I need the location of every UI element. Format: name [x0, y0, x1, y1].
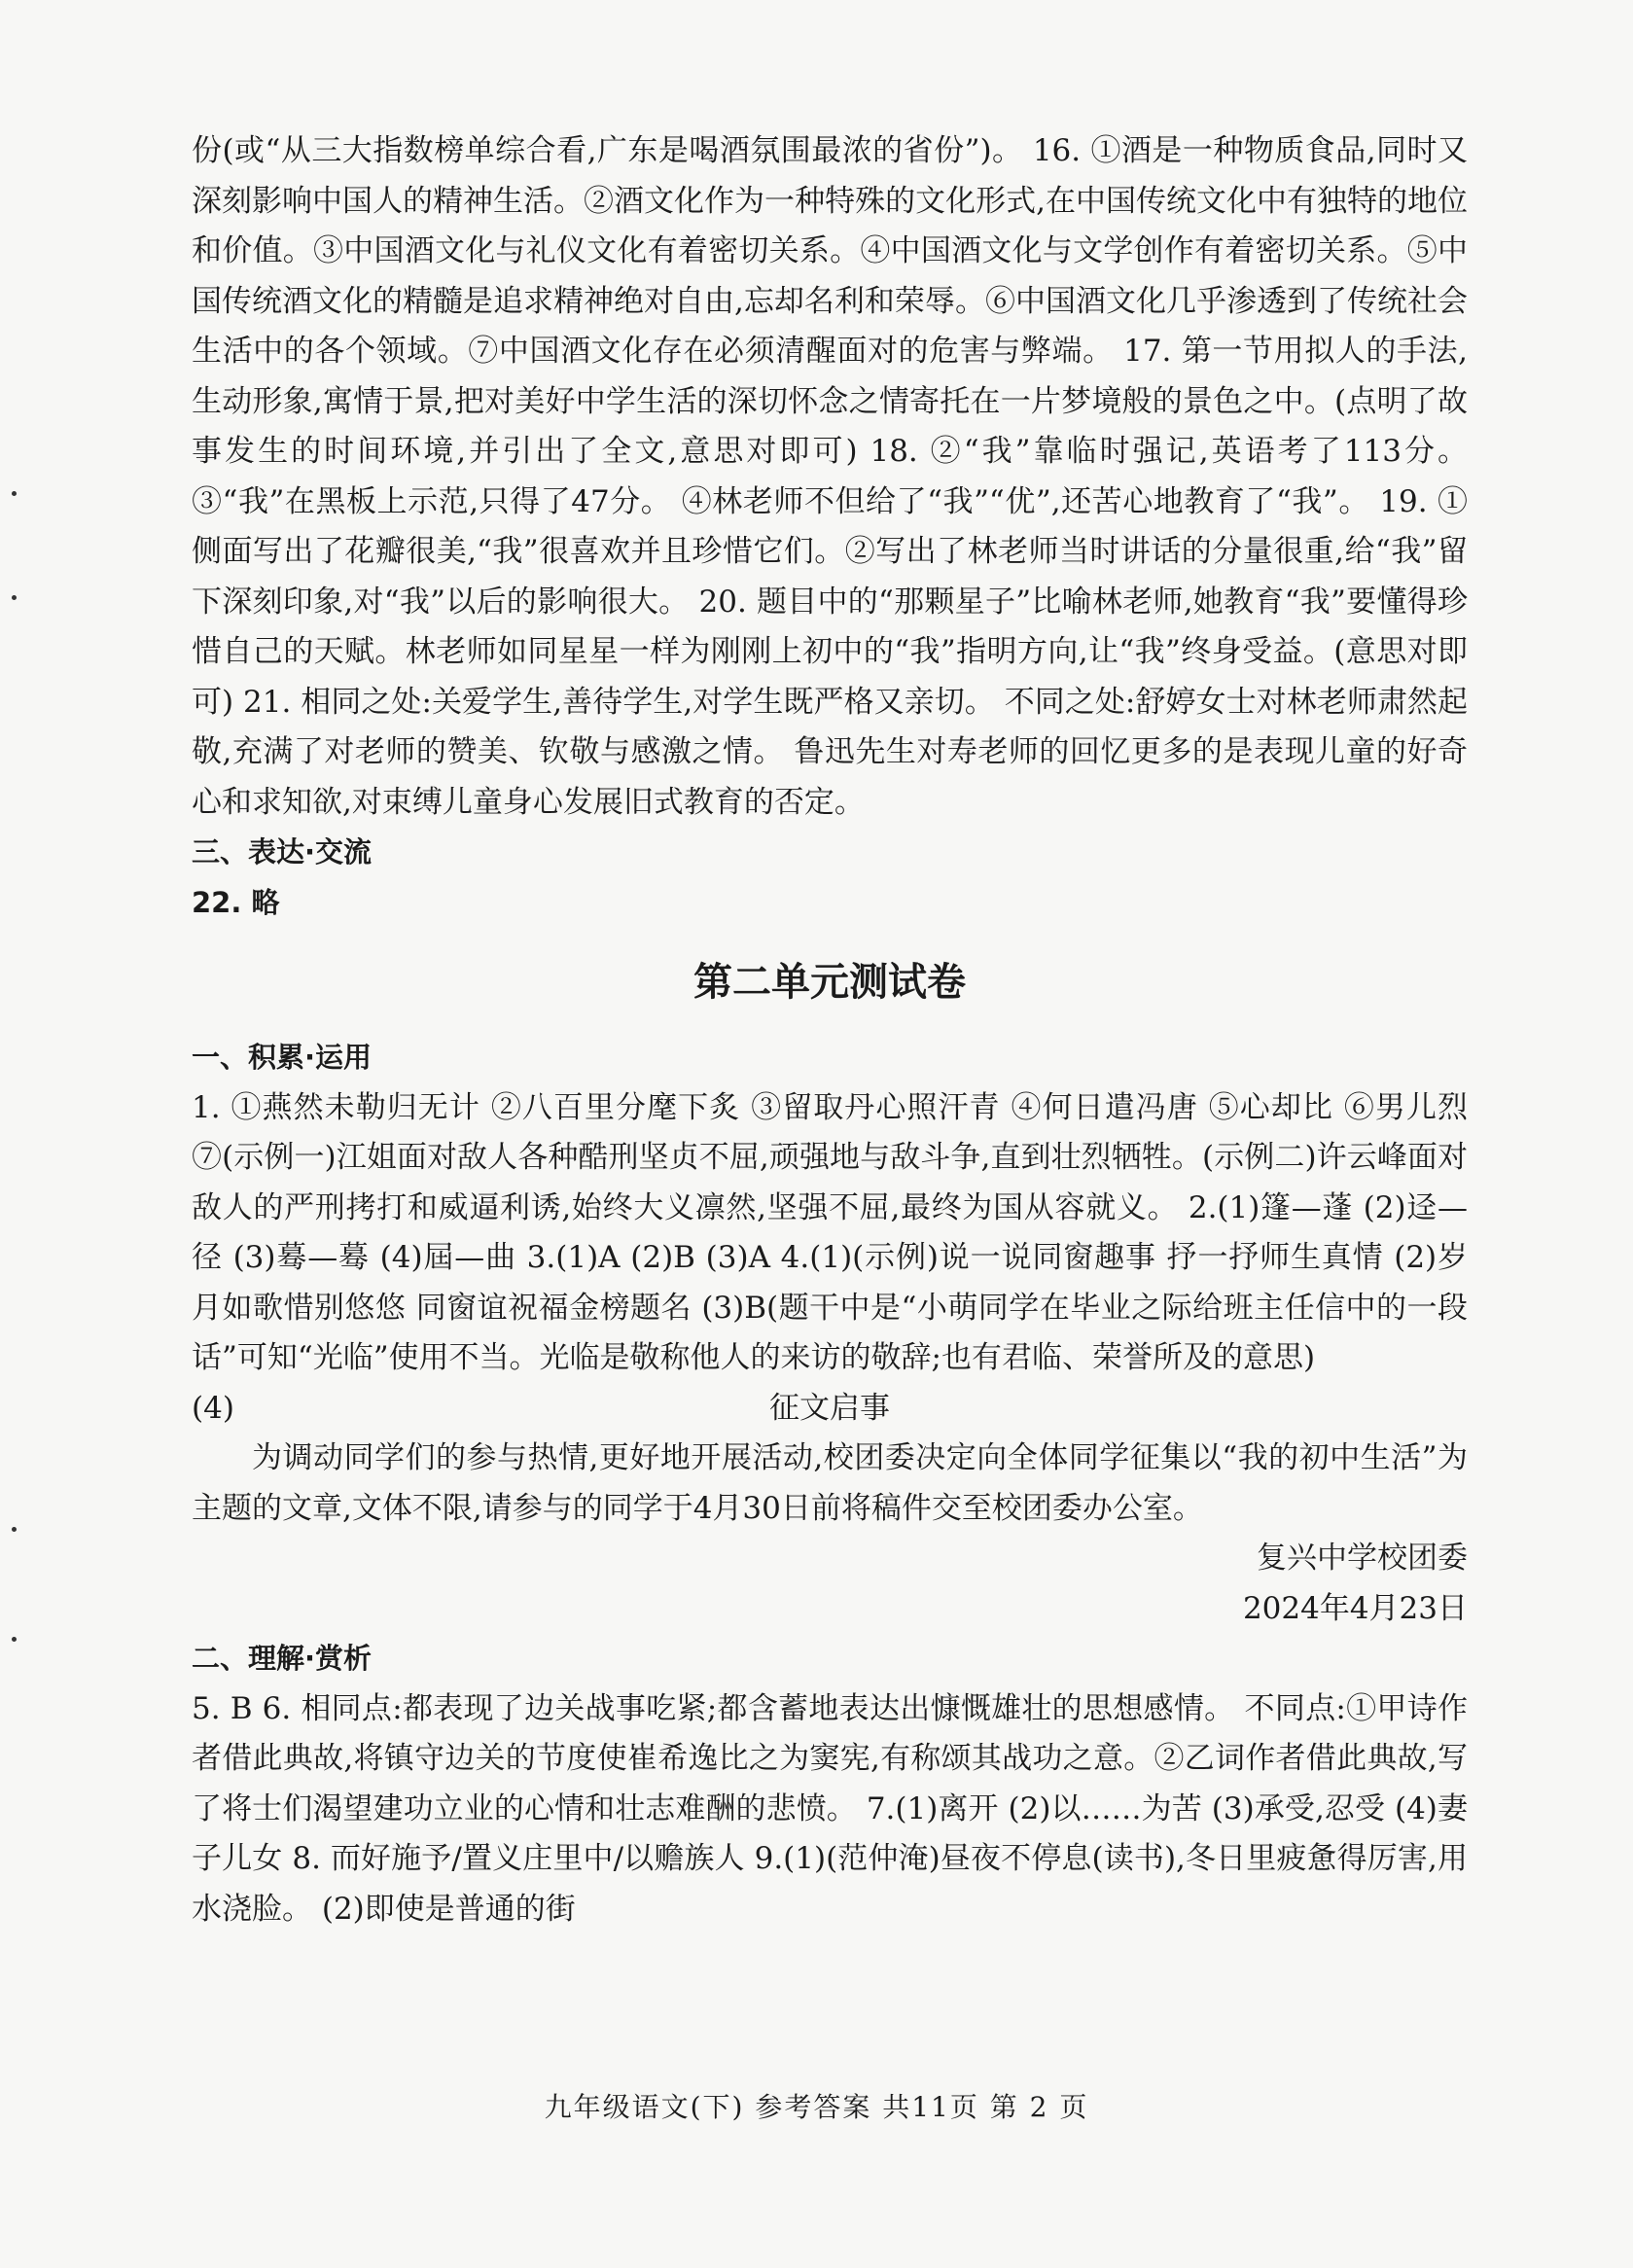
answers-paragraph-top: 份(或“从三大指数榜单综合看,广东是喝酒氛围最浓的省份”)。 16. ①酒是一种物质食品,同时又深刻影响中国人的精神生活。②酒文化作为一种特殊的文化形式,在中国传统文化中有独特的地位和价值。③中国酒文化与礼仪文化有着密切关系。④中国酒文化与文学创作有着密切关系。⑤中国传统酒文化的精髓是追求精神绝对自由,忘却名利和荣辱。⑥中国酒文化几乎渗透到了传统社会生活中的各个领域。⑦中国酒文化存在必须清醒面对的危害与弊端。 17. 第一节用拟人的手法,生动形象,寓情于景,把对美好中学生活的深切怀念之情寄托在一片梦境般的景色之中。(点明了故事发生的时间环境,并引出了全文,意思对即可) 18. ②“我”靠临时强记,英语考了113分。 ③“我”在黑板上示范,只得了47分。 ④林老师不但给了“我”“优”,还苦心地教育了“我”。 19. ①侧面写出了花瓣很美,“我”很喜欢并且珍惜它们。②写出了林老师当时讲话的分量很重,给“我”留下深刻印象,对“我”以后的影响很大。 20. 题目中的“那颗星子”比喻林老师,她教育“我”要懂得珍惜自己的天赋。林老师如同星星一样为刚刚上初中的“我”指明方向,让“我”终身受益。(意思对即可) 21. 相同之处:关爱学生,善待学生,对学生既严格又亲切。 不同之处:舒婷女士对林老师肃然起敬,充满了对老师的赞美、钦敬与感激之情。 鲁迅先生对寿老师的回忆更多的是表现儿童的好奇心和求知欲,对束缚儿童身心发展旧式教育的否定。 [192, 133, 1468, 820]
answers-paragraph-section2: 5. B 6. 相同点:都表现了边关战事吃紧;都含蓄地表达出慷慨雄壮的思想感情。 不同点:①甲诗作者借此典故,将镇守边关的节度使崔希逸比之为窦宪,有称颂其战功之意。②乙词作者借此典故,写了将士们渴望建功立业的心情和壮志难酬的悲愤。 7.(1)离开 (2)以……为苦 (3)承受,忍受 (4)妻子儿女 8. 而好施予/置义庄里中/以赡族人 9.(1)(范仲淹)昼夜不停息(读书),冬日里疲惫得厉害,用水浇脸。 (2)即使是普通的街 [192, 1690, 1468, 1927]
notice-date: 2024年4月23日 [1242, 1590, 1468, 1626]
scan-dot [12, 491, 17, 496]
page-footer: 九年级语文(下) 参考答案 共11页 第 2 页 [544, 2091, 1089, 2123]
section-heading-comprehension: 二、理解·赏析 [192, 1642, 373, 1675]
section-heading-expression: 三、表达·交流 [192, 835, 373, 868]
answer-22: 22. 略 [192, 885, 280, 919]
section-heading-accumulation: 一、积累·运用 [192, 1041, 373, 1074]
notice-signer: 复兴中学校团委 [1257, 1541, 1468, 1576]
scan-dot [12, 1527, 17, 1532]
answers-paragraph-section1: 1. ①燕然未勒归无计 ②八百里分麾下炙 ③留取丹心照汗青 ④何日遣冯唐 ⑤心却比 ⑥男儿烈 ⑦(示例一)江姐面对敌人各种酷刑坚贞不屈,顽强地与敌斗争,直到壮烈牺牲。(示例二)许云峰面对敌人的严刑拷打和威逼利诱,始终大义凛然,坚强不屈,最终为国从容就义。 2.(1)篷—蓬 (2)迳—径 (3)蓦—蓦 (4)屆—曲 3.(1)A (2)B (3)A 4.(1)(示例)说一说同窗趣事 抒一抒师生真情 (2)岁月如歌惜别悠悠 同窗谊祝福金榜题名 (3)B(题干中是“小萌同学在毕业之际给班主任信中的一段话”可知“光临”使用不当。光临是敬称他人的来访的敬辞;也有君临、荣誉所及的意思) [192, 1089, 1468, 1375]
item-4-label: (4) [192, 1390, 234, 1426]
notice-body: 为调动同学们的参与热情,更好地开展活动,校团委决定向全体同学征集以“我的初中生活”为主题的文章,文体不限,请参与的同学于4月30日前将稿件交至校团委办公室。 [192, 1440, 1468, 1526]
notice-header-row [192, 1384, 1468, 1435]
unit-title: 第二单元测试卷 [693, 960, 966, 1005]
scan-dot [12, 595, 17, 600]
notice-title: 征文启事 [769, 1390, 890, 1426]
scan-dot [12, 1637, 17, 1642]
